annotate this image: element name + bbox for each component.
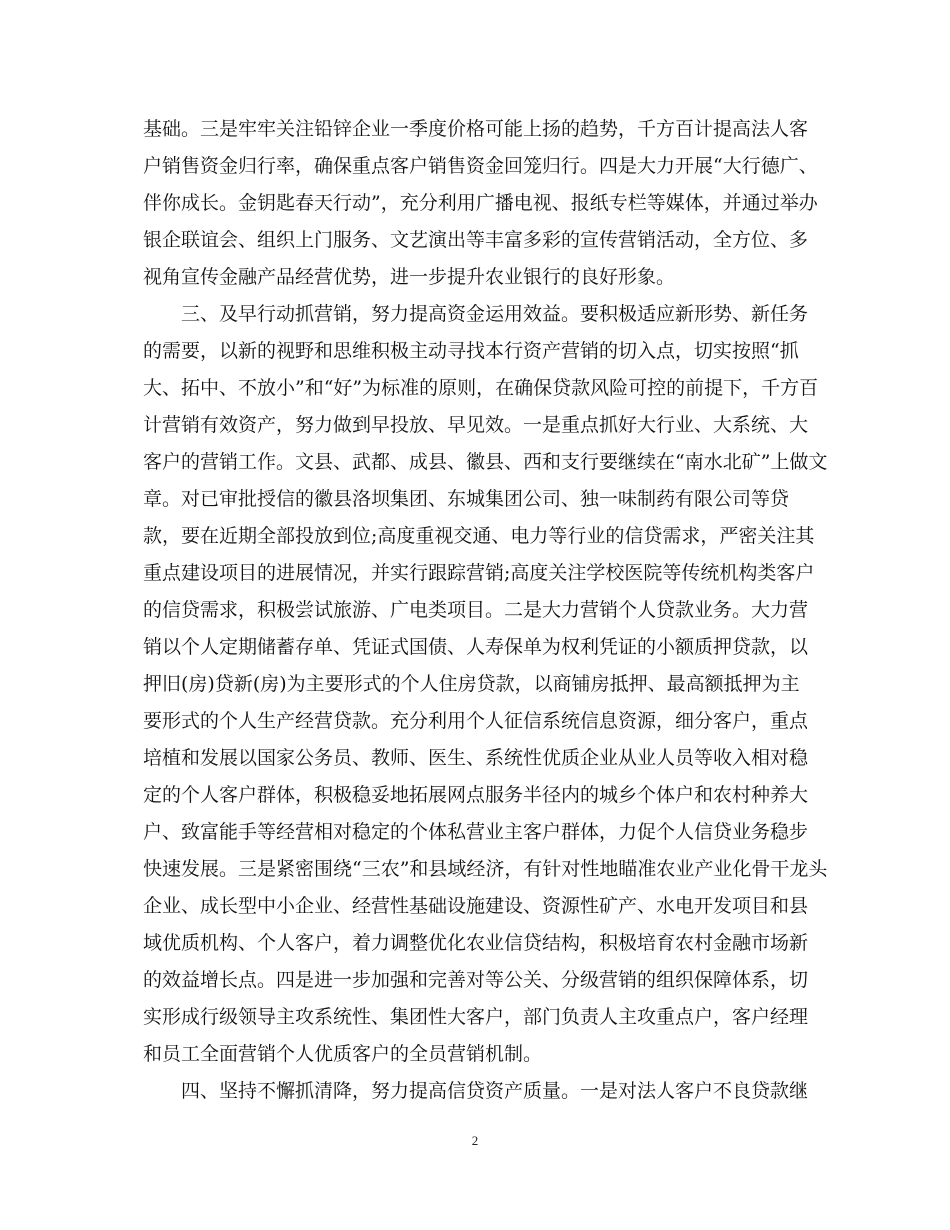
text-line: 销以个人定期储蓄存单、凭证式国债、人寿保单为权利凭证的小额质押贷款，以 <box>143 636 809 658</box>
text-line: 款，要在近期全部投放到位;高度重视交通、电力等行业的信贷需求，严密关注其 <box>143 525 815 547</box>
text-line: 域优质机构、个人客户，着力调整优化农业信贷结构，积极培育农村金融市场新 <box>143 932 809 954</box>
text-line: 章。对已审批授信的徽县洛坝集团、东城集团公司、独一味制药有限公司等贷 <box>143 488 790 510</box>
text-line: 实形成行级领导主攻系统性、集团性大客户，部门负责人主攻重点户，客户经理 <box>143 1006 809 1028</box>
paragraph-first-line: 四、坚持不懈抓清降，努力提高信贷资产质量。一是对法人客户不良贷款继 <box>181 1080 809 1102</box>
text-line: 押旧(房)贷新(房)为主要形式的个人住房贷款，以商铺房抵押、最高额抵押为主 <box>143 673 800 695</box>
text-line: 大、拓中、不放小”和“好”为标准的原则，在确保贷款风险可控的前提下，千方百 <box>143 377 819 399</box>
text-line: 企业、成长型中小企业、经营性基础设施建设、资源性矿产、水电开发项目和县 <box>143 895 809 917</box>
page-number: 2 <box>471 1133 479 1148</box>
text-line: 和员工全面营销个人优质客户的全员营销机制。 <box>143 1043 543 1065</box>
text-line: 户销售资金归行率，确保重点客户销售资金回笼归行。四是大力开展“大行德广、 <box>143 155 818 177</box>
text-line: 定的个人客户群体，积极稳妥地拓展网点服务半径内的城乡个体户和农村种养大 <box>143 784 809 806</box>
text-line: 的效益增长点。四是进一步加强和完善对等公关、分级营销的组织保障体系，切 <box>143 969 809 991</box>
text-line: 计营销有效资产，努力做到早投放、早见效。一是重点抓好大行业、大系统、大 <box>143 414 809 436</box>
text-line: 基础。三是牢牢关注铅锌企业一季度价格可能上扬的趋势，千方百计提高法人客 <box>143 118 809 140</box>
paragraph-first-line: 三、及早行动抓营销，努力提高资金运用效益。要积极适应新形势、新任务 <box>181 303 809 325</box>
text-line: 视角宣传金融产品经营优势，进一步提升农业银行的良好形象。 <box>143 266 676 288</box>
text-line: 客户的营销工作。文县、武都、成县、徽县、西和支行要继续在“南水北矿”上做文 <box>143 451 828 473</box>
text-line: 的需要，以新的视野和思维积极主动寻找本行资产营销的切入点，切实按照“抓 <box>143 340 799 362</box>
text-line: 重点建设项目的进展情况，并实行跟踪营销;高度关注学校医院等传统机构类客户 <box>143 562 815 584</box>
text-line: 快速发展。三是紧密围绕“三农”和县域经济，有针对性地瞄准农业产业化骨干龙头 <box>143 858 828 880</box>
text-line: 培植和发展以国家公务员、教师、医生、系统性优质企业从业人员等收入相对稳 <box>143 747 809 769</box>
text-line: 伴你成长。金钥匙春天行动”，充分利用广播电视、报纸专栏等媒体，并通过举办 <box>143 192 818 214</box>
text-line: 银企联谊会、组织上门服务、文艺演出等丰富多彩的宣传营销活动，全方位、多 <box>143 229 809 251</box>
text-line: 的信贷需求，积极尝试旅游、广电类项目。二是大力营销个人贷款业务。大力营 <box>143 599 809 621</box>
text-line: 要形式的个人生产经营贷款。充分利用个人征信系统信息资源，细分客户，重点 <box>143 710 809 732</box>
text-line: 户、致富能手等经营相对稳定的个体私营业主客户群体，力促个人信贷业务稳步 <box>143 821 809 843</box>
